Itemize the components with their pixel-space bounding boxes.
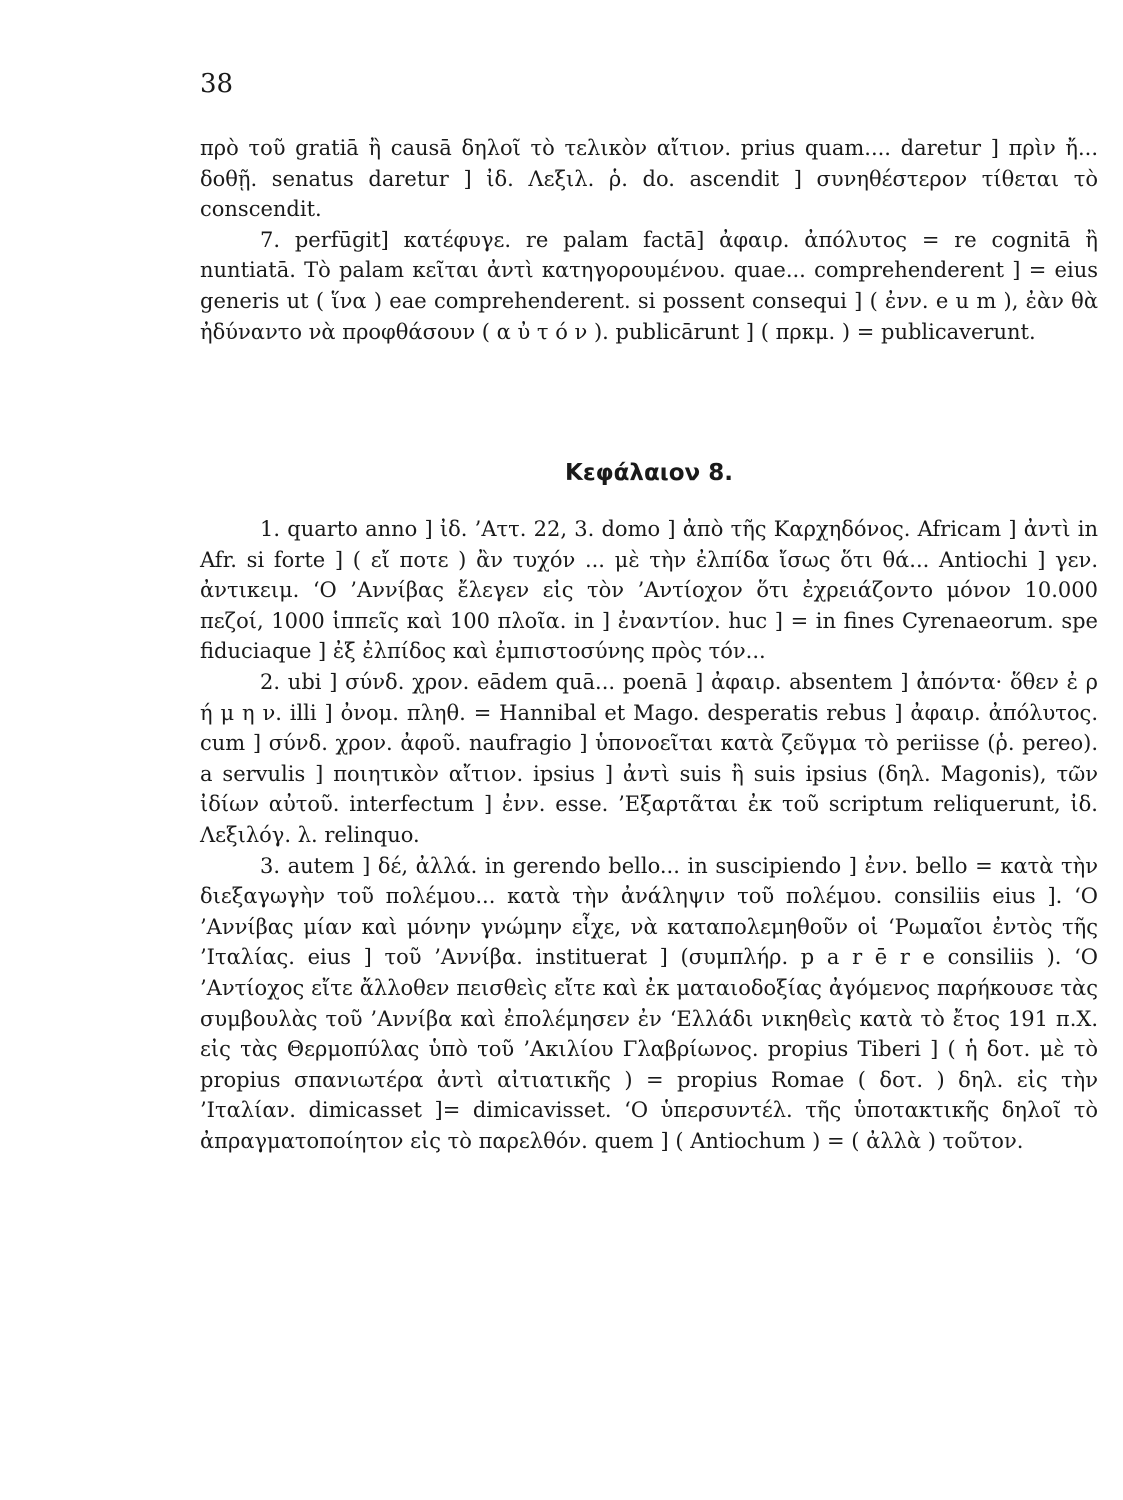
paragraph-note-2: 2. ubi ] σύνδ. χρον. eādem quā... poenā ] ἀφαιρ. absentem ] ἀπόντα· ὅθεν ἐ ρ ή μ η ν. illi ] ὀνομ. πληθ. = Hannibal et Mago. desperatis rebus ] ἀφαιρ. ἀπόλυτος. cum ] σύνδ. χρον. ἀφοῦ. naufragio ] ὑπονοεῖται κατὰ ζεῦγμα τὸ periisse (ῥ. pereo). a servulis ] ποιητικὸν αἴτιον. ipsius ] ἀντὶ suis ἢ suis ipsius (δηλ. Magonis), τῶν ἰδίων αὐτοῦ. interfectum ] ἐνν. esse. ’Εξαρτᾶται ἐκ τοῦ scriptum reliquerunt, ἰδ. Λεξιλόγ. λ. relinquo.: [200, 669, 1098, 847]
chapter-commentary: [200, 514, 1098, 1156]
paragraph-note-1: 1. quarto anno ] ἰδ. ’Αττ. 22, 3. domo ] ἀπὸ τῆς Καρχηδόνος. Africam ] ἀντὶ in Afr. si forte ] ( εἴ ποτε ) ἂν τυχόν ... μὲ τὴν ἐλπίδα ἴσως ὅτι θά... Antiochi ] γεν. ἀντικειμ. ‘Ο ’Αννίβας ἔλεγεν εἰς τὸν ’Αντίοχον ὅτι ἐχρειάζοντο μόνον 10.000 πεζοί, 1000 ἱππεῖς καὶ 100 πλοῖα. in ] ἐναντίον. huc ] = in fines Cyrenaeorum. spe fiduciaque ] ἐξ ἐλπίδος καὶ ἐμπιστοσύνης πρὸς τόν...: [200, 517, 1098, 664]
paragraph: πρὸ τοῦ gratiā ἢ causā δηλοῖ τὸ τελικὸν αἴτιον. prius quam.... daretur ] πρὶν ἤ... δοθῇ. senatus daretur ] ἰδ. Λεξιλ. ῥ. do. ascendit ] συνηθέστερον τίθεται τὸ conscendit.: [200, 136, 1098, 222]
paragraph-note-3: 3. autem ] δέ, ἀλλά. in gerendo bello... in suscipiendo ] ἐνν. bello = κατὰ τὴν διεξαγωγὴν τοῦ πολέμου... κατὰ τὴν ἀνάληψιν τοῦ πολέμου. consiliis eius ]. ‘Ο ’Αννίβας μίαν καὶ μόνην γνώμην εἶχε, νὰ καταπολεμηθοῦν οἱ ‘Ρωμαῖοι ἐντὸς τῆς ’Ιταλίας. eius ] τοῦ ’Αννίβα. instituerat ] (συμπλήρ. p a r ē r e consiliis ). ‘Ο ’Αντίοχος εἴτε ἄλλοθεν πεισθεὶς εἴτε καὶ ἐκ ματαιοδοξίας ἀγόμενος παρήκουσε τὰς συμβουλὰς τοῦ ’Αννίβα καὶ ἐπολέμησεν ἐν ‘Ελλάδι νικηθεὶς κατὰ τὸ ἔτος 191 π.Χ. εἰς τὰς Θερμοπύλας ὑπὸ τοῦ ’Ακιλίου Γλαβρίωνος. propius Tiberi ] ( ἡ δοτ. μὲ τὸ propius σπανιωτέρα ἀντὶ αἰτιατικῆς ) = propius Romae ( δοτ. ) δηλ. εἰς τὴν ’Ιταλίαν. dimicasset ]= dimicavisset. ‘Ο ὑπερσυντέλ. τῆς ὑποτακτικῆς δηλοῖ τὸ ἀπραγματοποίητον εἰς τὸ παρελθόν. quem ] ( Antiochum ) = ( ἀλλὰ ) τοῦτον.: [200, 853, 1098, 1153]
paragraph-note-7: 7. perfūgit] κατέφυγε. re palam factā] ἀφαιρ. ἀπόλυτος = re cognitā ἢ nuntiatā. Τὸ palam κεῖται ἀντὶ κατηγορουμένου. quae... comprehenderent ] = eius generis ut ( ἵνα ) eae comprehenderent. si possent consequi ] ( ἐνν. e u m ), ἐὰν θὰ ἠδύναντο νὰ προφθάσουν ( α ὐ τ ό ν ). publicārunt ] ( πρκμ. ) = publicaverunt.: [200, 227, 1098, 344]
chapter-heading: Κεφάλαιον 8.: [565, 460, 733, 486]
page-number: 38: [200, 69, 234, 99]
commentary-continuation: [200, 133, 1098, 347]
